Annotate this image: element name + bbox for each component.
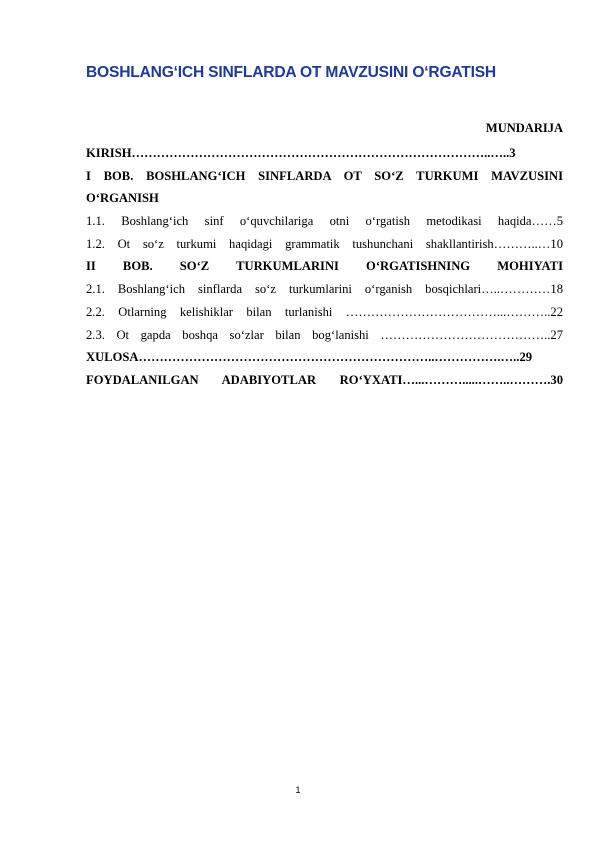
toc-entry: 2.3. Ot gapda boshqa so‘zlar bilan bog‘lanishi …………………………………..27	[86, 327, 563, 342]
toc-entry: I BOB. BOSHLANG‘ICH SINFLARDA OT SO‘Z TURKUMI MAVZUSINI	[86, 168, 563, 183]
toc-entry: 2.1. Boshlang‘ich sinflarda so‘z turkumlarini o‘rganish bosqichlari…..…………18	[86, 282, 563, 297]
document-title: BOSHLANG‘ICH SINFLARDA OT MAVZUSINI O‘RGATISH	[86, 64, 496, 81]
page-number: 1	[295, 785, 301, 795]
toc-entry: O‘RGANISH	[86, 191, 159, 206]
toc-entry: 1.1. Boshlang‘ich sinf o‘quvchilariga otni o‘rgatish metodikasi haqida……5	[86, 214, 563, 229]
toc-heading: MUNDARIJA	[485, 121, 563, 135]
toc-entry: II BOB. SO‘Z TURKUMLARINI O‘RGATISHNING MOHIYATI	[86, 259, 563, 274]
toc-entry: 1.2. Ot so‘z turkumi haqidagi grammatik tushunchani shakllantirish………..…10	[86, 236, 563, 251]
toc-entry: KIRISH…………………………………………………………………………..…..3	[86, 146, 516, 160]
toc-entry: FOYDALANILGAN ADABIYOTLAR RO‘YXATI…...……….....……..……….30	[86, 372, 563, 387]
toc-entry: 2.2. Otlarning kelishiklar bilan turlanishi ………………………………...………..22	[86, 304, 563, 319]
table-of-contents	[86, 142, 563, 392]
toc-entry: XULOSA……………………………………………………………..…………….…..29	[86, 350, 533, 365]
